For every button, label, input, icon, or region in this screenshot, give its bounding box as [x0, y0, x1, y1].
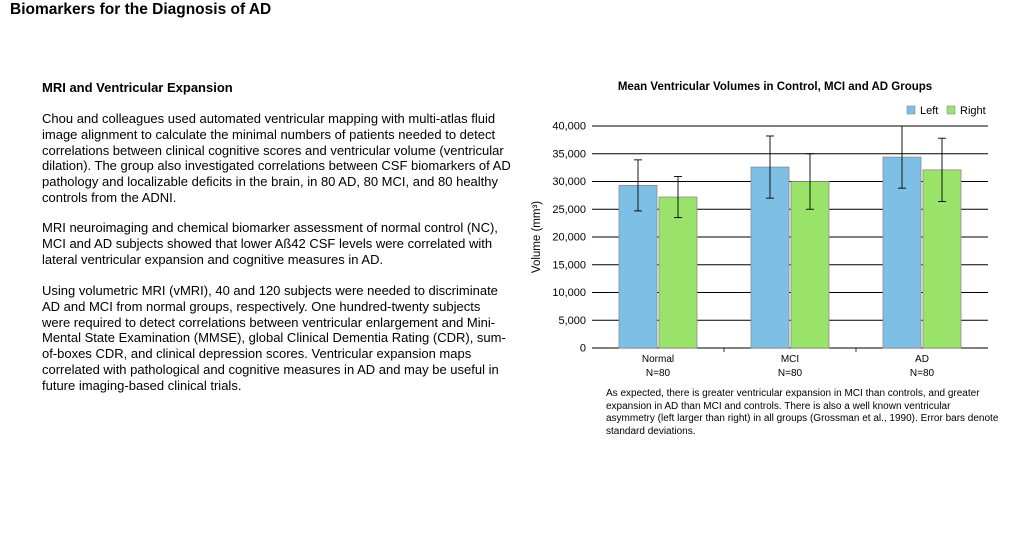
bar-chart	[520, 98, 1000, 383]
y-tick-label: 35,000	[552, 148, 586, 161]
paragraph-2: MRI neuroimaging and chemical biomarker assessment of normal control (NC), MCI and AD subjects showed that lower Aß42 CSF levels were correlated with lateral ventricular expansion and cognitive measures in AD.	[42, 220, 498, 267]
y-tick-label: 25,000	[552, 203, 586, 216]
x-category-sublabel: N=80	[909, 368, 935, 379]
y-tick-label: 0	[579, 342, 586, 355]
y-tick-label: 10,000	[552, 287, 586, 299]
legend-swatch-left	[907, 106, 915, 114]
paragraph-1: Chou and colleagues used automated ventricular mapping with multi-atlas fluid image alignment to calculate the minimal numbers of patients needed to detect correlations between clinical cognitive scores and ventricular volume (ventricular dilation). The group also investigated correlations between CSF biomarkers of AD pathology and localizable deficits in the brain, in 80 AD, 80 MCI, and 80 healthy controls from the ADNI.	[42, 111, 511, 205]
bar-right	[659, 197, 697, 348]
legend-label-left: Left	[920, 105, 939, 117]
chart-caption: As expected, there is greater ventricular expansion in MCI than controls, and greater expansion in AD than MCI and controls. There is also a well known ventricular asymmetry (left larger than right) in all groups (Grossman et al., 1990). Error bars denote standard deviations.	[606, 388, 999, 437]
page-title: Biomarkers for the Diagnosis of AD	[10, 1, 272, 18]
y-tick-label: 15,000	[552, 259, 586, 272]
legend-swatch-right	[947, 106, 955, 114]
section-heading: MRI and Ventricular Expansion	[42, 80, 233, 95]
y-tick-label: 5,000	[558, 314, 586, 327]
x-category-sublabel: N=80	[777, 368, 803, 379]
y-tick-label: 30,000	[552, 176, 586, 188]
x-category-sublabel: N=80	[645, 368, 671, 379]
y-tick-label: 20,000	[552, 231, 586, 244]
x-category-label: Normal	[641, 354, 675, 365]
x-category-label: MCI	[780, 354, 800, 365]
x-category-label: AD	[915, 354, 929, 365]
y-tick-label: 40,000	[552, 120, 586, 133]
chart-title: Mean Ventricular Volumes in Control, MCI and AD Groups	[617, 81, 933, 93]
paragraph-3: Using volumetric MRI (vMRI), 40 and 120 subjects were needed to discriminate AD and MCI from normal groups, respectively. One hundred-twenty subjects were required to detect correlations between ventricular enlargement and Mini-Mental State Examination (MMSE), global Clinical Dementia Rating (CDR), sum-of-boxes CDR, and clinical depression scores. Ventricular expansion maps correlated with pathological and cognitive measures in AD and may be useful in future imaging-based clinical trials.	[42, 283, 506, 393]
y-axis-label: Volume (mm³)	[531, 200, 543, 274]
legend-label-right: Right	[960, 105, 986, 117]
